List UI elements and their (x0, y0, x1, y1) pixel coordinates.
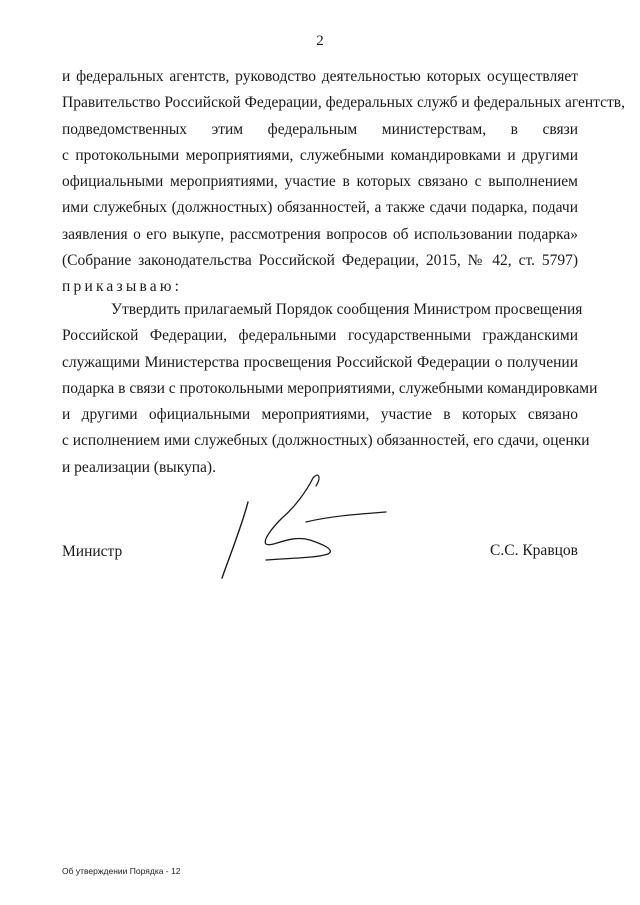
text-line: Российской Федерации, федеральными государственными гражданскими (62, 327, 578, 345)
text-line: и другими официальными мероприятиями, участие в которых связано (62, 406, 578, 424)
text-line: заявления о его выкупе, рассмотрения вопросов об использовании подарка» (62, 225, 578, 243)
footer-document-code: Об утверждении Порядка - 12 (62, 866, 181, 876)
handwritten-signature (210, 470, 400, 585)
paragraph-order (62, 297, 598, 481)
text-line: подведомственных этим федеральным министерствам, в связи (62, 120, 578, 138)
signatory-position: Министр (62, 543, 123, 560)
text-line: ими служебных (должностных) обязанностей, а также сдачи подарка, подачи (62, 199, 578, 217)
signature-block (0, 470, 640, 590)
text-line: служащими Министерства просвещения Российской Федерации о получении (62, 353, 578, 371)
paragraph-preamble (62, 64, 625, 301)
signatory-name: С.С. Кравцов (490, 542, 578, 559)
text-line: Правительство Российской Федерации, федеральных служб и федеральных агентств, (62, 94, 625, 112)
text-line: с протокольными мероприятиями, служебными командировками и другими (62, 146, 578, 164)
text-line: и реализации (выкупа). (62, 458, 216, 476)
page-number: 2 (316, 33, 324, 49)
text-line: официальными мероприятиями, участие в которых связано с выполнением (62, 173, 578, 191)
text-line: подарка в связи с протокольными мероприятиями, служебными командировками (62, 379, 598, 397)
text-line: (Собрание законодательства Российской Федерации, 2015, № 42, ст. 5797) (62, 252, 578, 270)
text-line: Утвердить прилагаемый Порядок сообщения Министром просвещения (111, 301, 583, 318)
order-keyword: приказываю: (62, 278, 183, 296)
text-line: и федеральных агентств, руководство деятельностью которых осуществляет (62, 68, 578, 85)
text-line: с исполнением ими служебных (должностных) обязанностей, его сдачи, оценки (62, 432, 590, 450)
